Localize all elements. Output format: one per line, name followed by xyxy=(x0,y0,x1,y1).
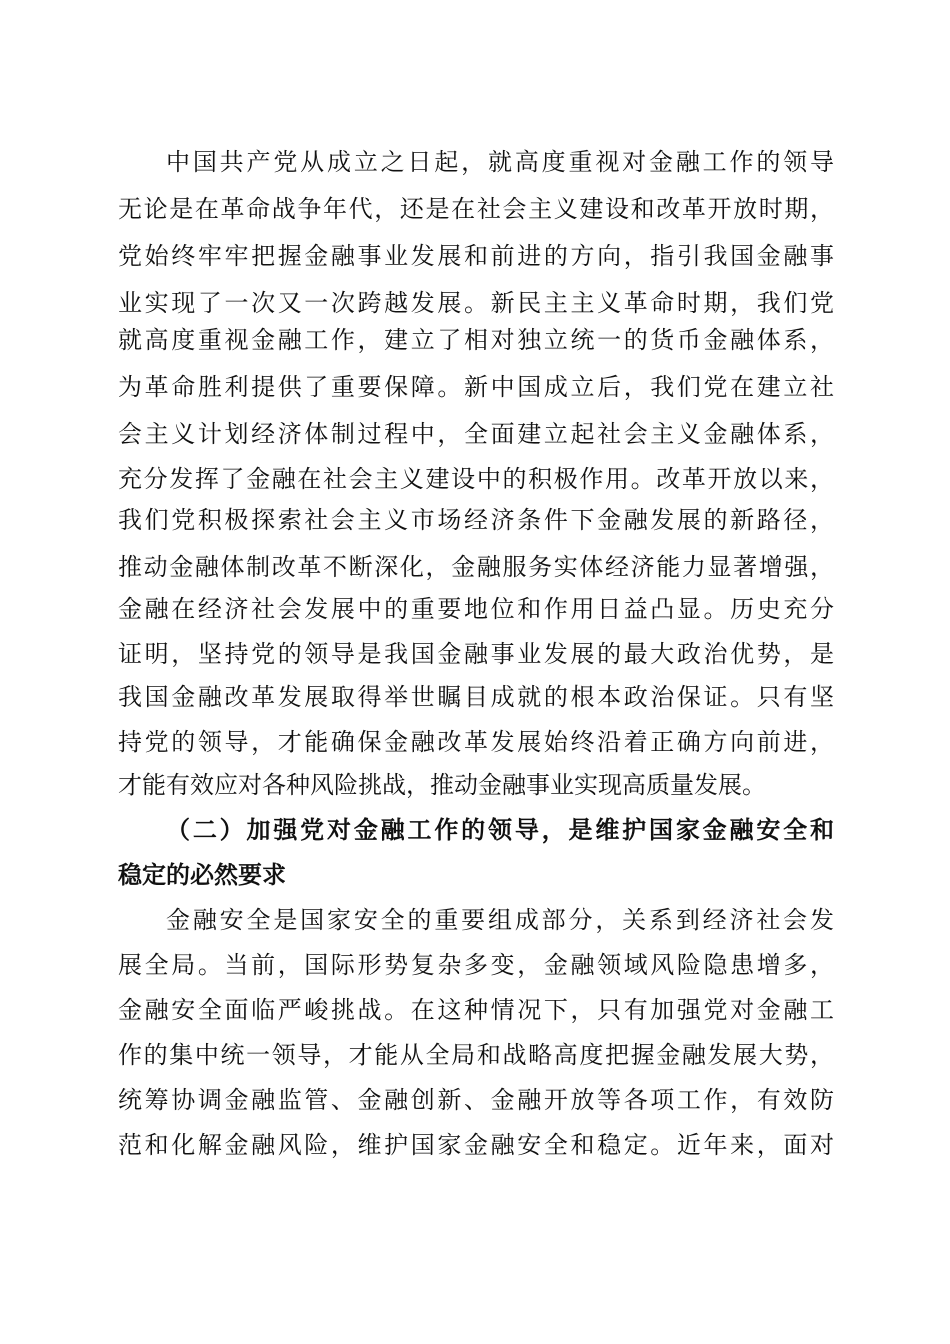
section-heading-line-2: 稳定的必然要求 xyxy=(118,860,286,889)
paragraph-1-line-6: 为革命胜利提供了重要保障。新中国成立后，我们党在建立社 xyxy=(118,373,834,401)
paragraph-1-line-15: 才能有效应对各种风险挑战，推动金融事业实现高质量发展。 xyxy=(118,771,766,799)
paragraph-1-line-14: 持党的领导，才能确保金融改革发展始终沿着正确方向前进， xyxy=(118,728,834,756)
paragraph-2-line-4: 作的集中统一领导，才能从全局和战略高度把握金融发展大势， xyxy=(118,1041,834,1069)
paragraph-2-line-5: 统筹协调金融监管、金融创新、金融开放等各项工作，有效防 xyxy=(118,1086,834,1114)
paragraph-1-line-8: 充分发挥了金融在社会主义建设中的积极作用。改革开放以来， xyxy=(118,465,834,493)
paragraph-1-line-7: 会主义计划经济体制过程中，全面建立起社会主义金融体系， xyxy=(118,420,834,448)
paragraph-1-line-12: 证明，坚持党的领导是我国金融事业发展的最大政治优势，是 xyxy=(118,640,834,668)
paragraph-2-line-1: 金融安全是国家安全的重要组成部分，关系到经济社会发 xyxy=(166,906,834,934)
paragraph-1-line-13: 我国金融改革发展取得举世瞩目成就的根本政治保证。只有坚 xyxy=(118,683,834,711)
paragraph-1-line-10: 推动金融体制改革不断深化，金融服务实体经济能力显著增强， xyxy=(118,553,834,581)
paragraph-1-line-11: 金融在经济社会发展中的重要地位和作用日益凸显。历史充分 xyxy=(118,595,834,623)
paragraph-1-line-1: 中国共产党从成立之日起，就高度重视对金融工作的领导 xyxy=(166,148,834,176)
paragraph-2-line-2: 展全局。当前，国际形势复杂多变，金融领域风险隐患增多， xyxy=(118,951,834,979)
paragraph-1-line-4: 业实现了一次又一次跨越发展。新民主主义革命时期，我们党 xyxy=(118,289,834,317)
paragraph-2-line-6: 范和化解金融风险，维护国家金融安全和稳定。近年来，面对 xyxy=(118,1131,834,1159)
paragraph-2-line-3: 金融安全面临严峻挑战。在这种情况下，只有加强党对金融工 xyxy=(118,996,834,1024)
paragraph-1-line-3: 党始终牢牢把握金融事业发展和前进的方向，指引我国金融事 xyxy=(118,242,834,270)
section-heading-line-1: （二）加强党对金融工作的领导，是维护国家金融安全和 xyxy=(166,815,834,844)
paragraph-1-line-2: 无论是在革命战争年代，还是在社会主义建设和改革开放时期， xyxy=(118,195,834,223)
paragraph-1-line-5: 就高度重视金融工作，建立了相对独立统一的货币金融体系， xyxy=(118,326,834,354)
paragraph-1-line-9: 我们党积极探索社会主义市场经济条件下金融发展的新路径， xyxy=(118,506,834,534)
